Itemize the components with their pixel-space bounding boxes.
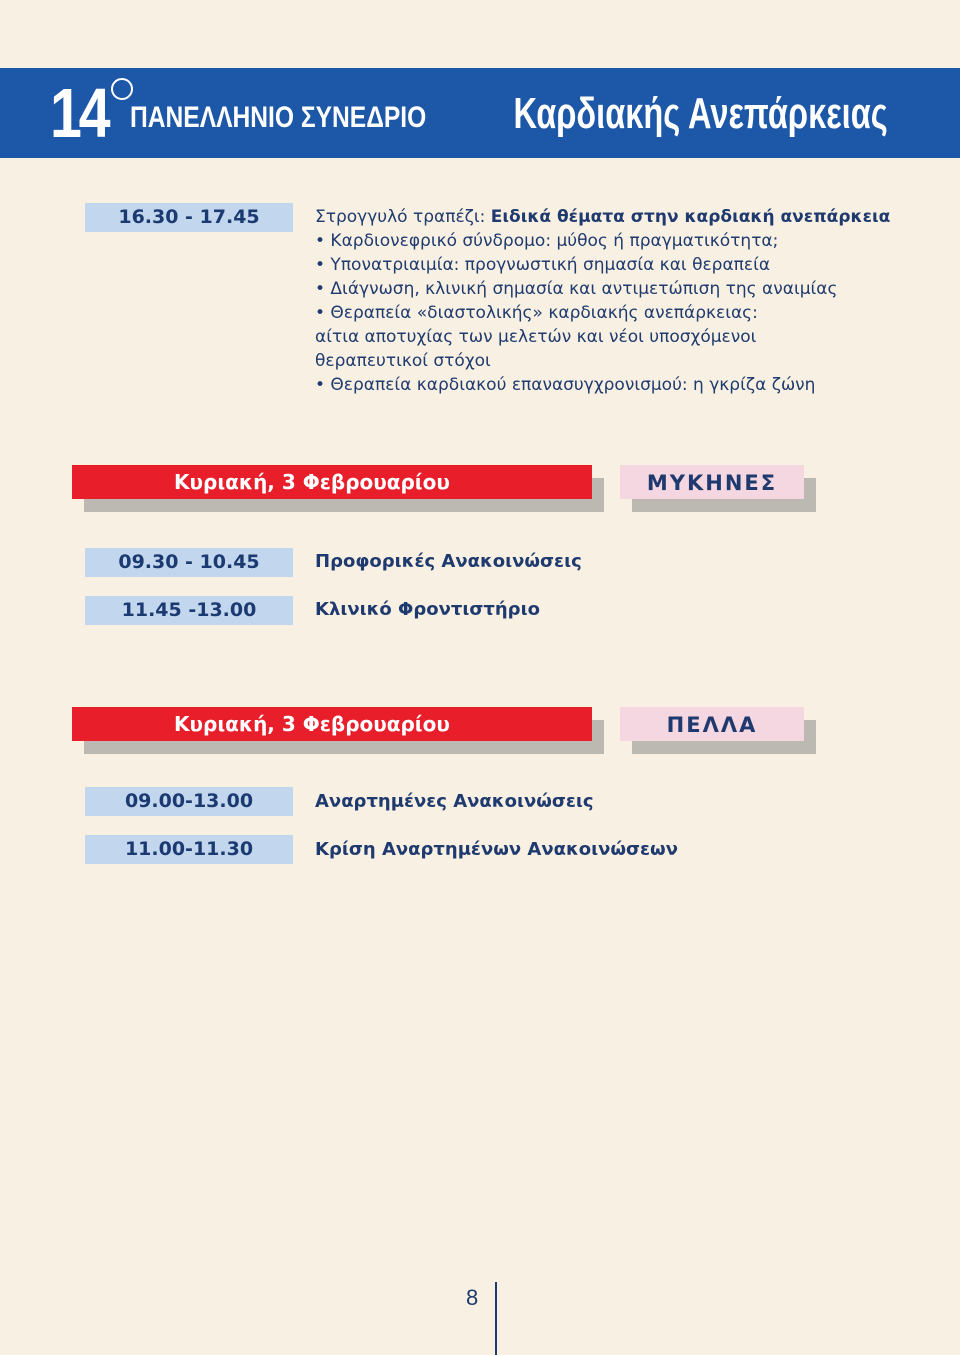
session-heading <box>315 205 890 229</box>
conference-subtitle: ΠΑΝΕΛΛΗΝΙΟ ΣΥΝΕΔΡΙΟ <box>130 101 427 134</box>
session-time: 16.30 - 17.45 <box>85 203 293 232</box>
session-line: • Υπονατριαιμία: προγνωστική σημασία και θεραπεία <box>315 255 771 275</box>
place-header: ΜΥΚΗΝΕΣ <box>620 465 804 499</box>
session-title: Κλινικό Φροντιστήριο <box>315 599 540 620</box>
header-banner <box>0 68 960 158</box>
session-title: Αναρτημένες Ανακοινώσεις <box>315 791 594 812</box>
session-line: • Διάγνωση, κλινική σημασία και αντιμετώπιση της αναιμίας <box>315 279 838 299</box>
session-time: 09.00-13.00 <box>85 787 293 816</box>
session-time: 11.45 -13.00 <box>85 596 293 625</box>
session-line: • Καρδιονεφρικό σύνδρομο: μύθος ή πραγματικότητα; <box>315 231 779 251</box>
page-number: 8 <box>466 1285 479 1310</box>
session-line: • Θεραπεία «διαστολικής» καρδιακής ανεπάρκειας: <box>315 303 758 323</box>
session-heading-prefix: Στρογγυλό τραπέζι: <box>315 207 491 227</box>
day-header: Κυριακή, 3 Φεβρουαρίου <box>72 465 592 499</box>
conference-title: Καρδιακής Ανεπάρκειας <box>513 89 888 138</box>
session-title: Προφορικές Ανακοινώσεις <box>315 551 582 572</box>
session-heading-topic: Ειδικά θέματα στην καρδιακή ανεπάρκεια <box>490 207 891 227</box>
session-line: αίτια αποτυχίας των μελετών και νέοι υποσχόμενοι <box>315 327 757 347</box>
session-line: • Θεραπεία καρδιακού επανασυγχρονισμού: η γκρίζα ζώνη <box>315 375 816 395</box>
place-header: ΠΕΛΛΑ <box>620 707 804 741</box>
page-divider <box>495 1282 497 1355</box>
session-title: Κρίση Αναρτημένων Ανακοινώσεων <box>315 839 678 860</box>
session-line: θεραπευτικοί στόχοι <box>315 351 491 371</box>
day-header: Κυριακή, 3 Φεβρουαρίου <box>72 707 592 741</box>
edition-number: 14 <box>50 74 108 152</box>
session-time: 11.00-11.30 <box>85 835 293 864</box>
degree-circle-icon <box>111 78 133 100</box>
session-time: 09.30 - 10.45 <box>85 548 293 577</box>
